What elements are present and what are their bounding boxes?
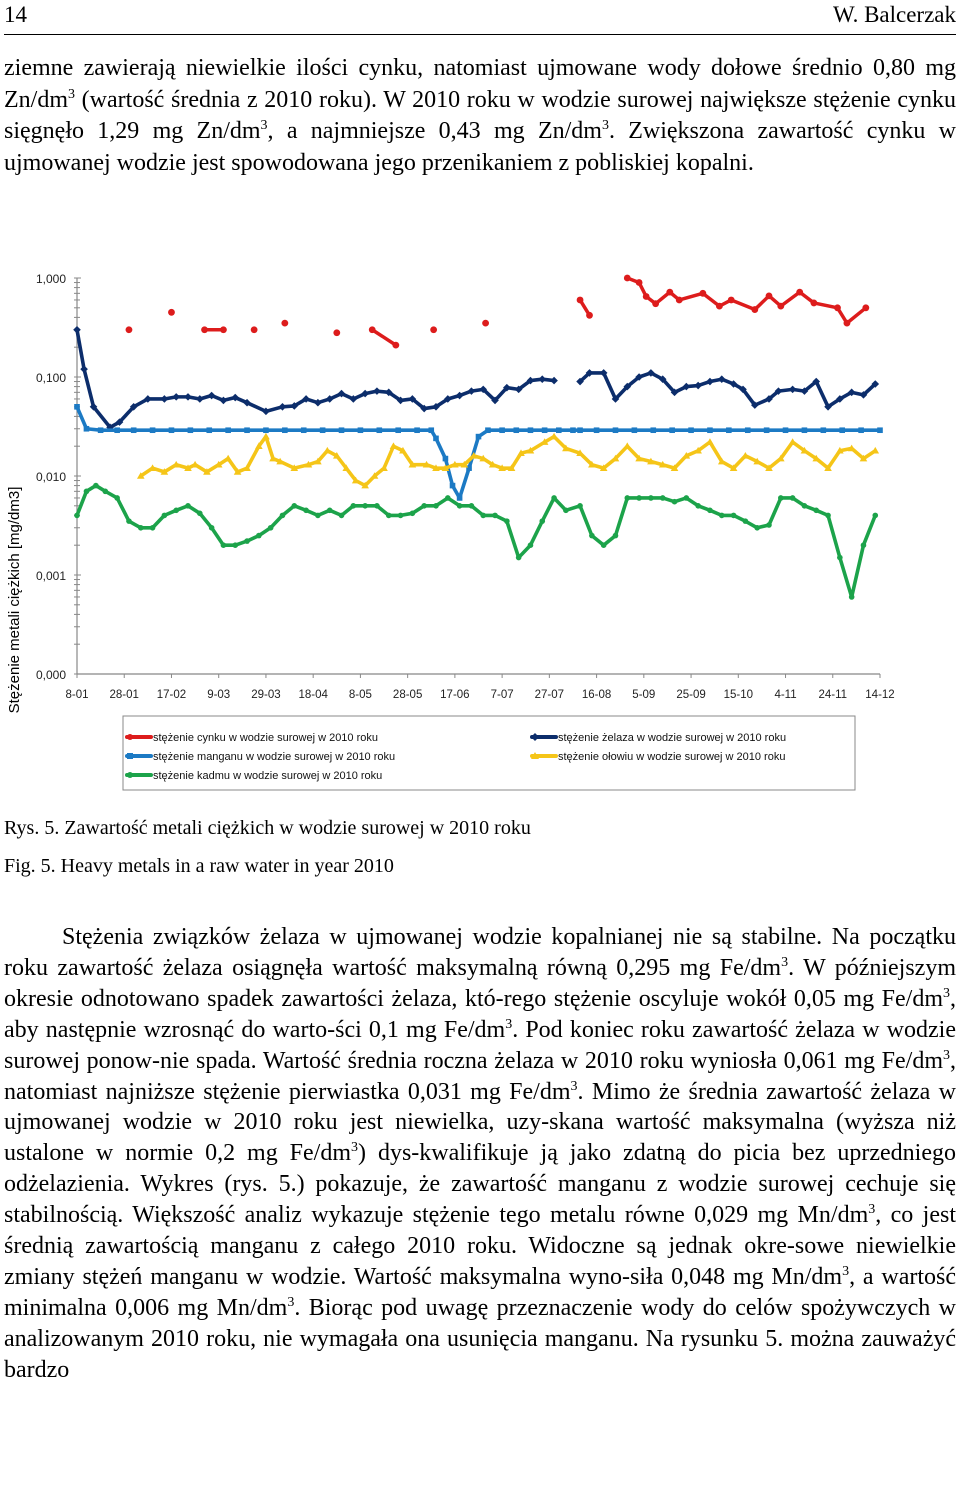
superscript: 3 (570, 1078, 578, 1094)
series-4 (74, 483, 878, 600)
data-point (764, 427, 770, 433)
x-tick-label: 28-05 (392, 689, 423, 701)
data-point (185, 503, 191, 509)
data-point (232, 542, 238, 548)
data-point (492, 513, 498, 519)
data-point (650, 427, 656, 433)
data-point (339, 513, 345, 519)
data-point (320, 427, 326, 433)
data-point (862, 304, 869, 311)
data-point (623, 442, 631, 449)
superscript: 3 (868, 1202, 876, 1218)
data-point (542, 427, 548, 433)
x-tick-label: 16-08 (581, 689, 612, 701)
page-header (4, 2, 956, 34)
series-line-segment (731, 300, 755, 310)
superscript: 3 (943, 985, 950, 1001)
y-tick-label: 1,000 (35, 272, 66, 286)
text-run: . Pod koniec roku zawartość żelaza w wodzie surowej ponow-nie spada. Wartość średnia roczna żelaza w 2010 roku wyniosła 0,061 mg Fe/dm (4, 1016, 956, 1074)
text-run: , co jest średnią zawartością manganu z całego 2010 roku. Widoczne są jednak okre-sowe niewielkie zmiany stężeń manganu w wodzie. Wartość maksymalna wyno-siła 0,048 mg Mn/dm (4, 1202, 957, 1290)
data-point (528, 542, 534, 548)
x-tick-label: 4-11 (774, 689, 797, 701)
superscript: 3 (505, 1016, 513, 1032)
superscript: 3 (781, 954, 789, 970)
y-tick-label: 0,001 (35, 569, 66, 583)
data-point (150, 427, 156, 433)
data-point (699, 290, 706, 297)
data-point (374, 503, 380, 509)
text-run: . Mimo że średnia zawartość żelaza w ujmowanej wodzie w 2010 roku jest niewielka, uzy-skana wartość maksymalna (wyższa niż ustalone w normie 0,2 mg Fe/dm (4, 1078, 956, 1167)
superscript: 3 (287, 1294, 295, 1310)
data-point (839, 427, 845, 433)
x-tick-label: 27-07 (534, 689, 565, 701)
legend-entry (127, 770, 382, 782)
header-rule (4, 34, 956, 35)
data-point (688, 427, 694, 433)
x-tick-label: 8-01 (65, 689, 89, 701)
x-tick-label: 25-09 (676, 689, 706, 701)
text-run: , a najmniejsze 0,43 mg Zn/dm (267, 118, 602, 144)
data-point (457, 495, 463, 501)
legend-entry (127, 732, 378, 744)
data-point (263, 427, 269, 433)
data-point (114, 495, 120, 501)
data-point (504, 518, 510, 524)
superscript: 3 (601, 118, 609, 133)
data-point (127, 772, 133, 778)
legend-entry (531, 751, 785, 763)
data-point (138, 525, 144, 531)
data-point (802, 503, 808, 509)
data-point (751, 306, 758, 313)
data-point (280, 513, 286, 519)
data-point (303, 508, 309, 514)
data-point (648, 495, 654, 501)
data-point (837, 555, 843, 561)
data-point (636, 495, 642, 501)
data-point (719, 513, 725, 519)
text-run: . W późniejszym okresie odnotowano spadek zawartości żelaza, któ-rego stężenie oscyluje wokół 0,05 mg Fe/dm (4, 954, 956, 1012)
page-number: 14 (4, 2, 27, 27)
x-tick-label: 17-06 (440, 689, 470, 701)
data-point (351, 503, 357, 509)
data-point (98, 427, 104, 433)
chart-axes (74, 278, 880, 678)
data-point (777, 303, 784, 310)
data-point (469, 503, 475, 509)
data-point (666, 289, 673, 296)
data-point (168, 309, 175, 316)
data-point (499, 427, 505, 433)
data-point (624, 495, 630, 501)
data-point (315, 513, 321, 519)
data-point (516, 555, 522, 561)
series-line-segment (679, 293, 703, 300)
y-tick-label: 0,000 (35, 668, 66, 682)
data-point (450, 483, 456, 489)
data-point (550, 377, 558, 385)
data-point (476, 434, 482, 440)
data-point (443, 456, 449, 462)
data-point (789, 438, 797, 445)
data-point (103, 489, 109, 495)
data-point (392, 342, 399, 349)
data-point (256, 533, 262, 539)
text-run: , natomiast najniższe stężenie pierwiastka 0,031 mg Fe/dm (4, 1047, 956, 1105)
text-run: ziemne zawierają niewielkie ilości cynku, natomiast ujmowane wody dołowe średnio 0,80 mg Zn/dm (4, 55, 956, 113)
legend-label: stężenie manganu w wodzie surowej w 2010 roku (153, 751, 396, 763)
data-point (707, 508, 713, 514)
data-point (220, 326, 227, 333)
series-line (580, 373, 875, 407)
data-point (161, 395, 169, 403)
data-point (586, 312, 593, 319)
x-tick-label: 9-03 (207, 689, 231, 701)
superscript: 3 (842, 1263, 850, 1279)
data-point (570, 427, 576, 433)
chart-legend (123, 716, 855, 790)
data-point (872, 513, 878, 519)
data-point (445, 495, 451, 501)
x-tick-label: 5-09 (632, 689, 656, 701)
data-point (589, 533, 595, 539)
legend-label: stężenie żelaza w wodzie surowej w 2010 roku (558, 732, 787, 744)
figure-caption-english: Fig. 5. Heavy metals in a raw water in year 2010 (4, 855, 394, 877)
data-point (221, 542, 227, 548)
data-point (577, 297, 584, 304)
data-point (669, 427, 675, 433)
series-line-segment (781, 292, 800, 306)
y-tick-label: 0,100 (35, 371, 66, 385)
data-point (706, 438, 714, 445)
data-point (834, 304, 841, 311)
series-line (77, 407, 880, 498)
legend-entry (127, 751, 395, 763)
series-line (141, 437, 876, 486)
data-point (802, 427, 808, 433)
data-point (485, 427, 491, 433)
y-tick-labels (36, 272, 66, 682)
data-point (482, 320, 489, 327)
series-line (77, 330, 554, 428)
superscript: 3 (68, 86, 75, 102)
data-point (131, 427, 137, 433)
data-point (421, 503, 427, 509)
data-point (601, 542, 607, 548)
data-point (333, 329, 340, 336)
data-point (796, 289, 803, 296)
text-run: . Biorąc pod uwagę przeznaczenie wody do celów spożywczych w analizowanym 2010 roku, nie wymagała ona usunięcia manganu. Na rysunku 5. można zauważyć bardzo (4, 1294, 956, 1383)
data-point (672, 499, 678, 505)
data-point (162, 513, 168, 519)
data-point (282, 427, 288, 433)
data-point (716, 303, 723, 310)
data-point (430, 326, 437, 333)
data-point (551, 495, 557, 501)
data-point (457, 503, 463, 509)
data-point (414, 427, 420, 433)
data-point (428, 427, 434, 433)
data-point (196, 395, 204, 403)
data-point (395, 427, 401, 433)
data-point (398, 513, 404, 519)
data-point (410, 510, 416, 516)
data-point (377, 427, 383, 433)
data-point (74, 404, 80, 410)
data-point (73, 326, 81, 334)
data-point (251, 326, 258, 333)
data-point (339, 427, 345, 433)
x-tick-label: 18-04 (298, 689, 328, 701)
data-point (676, 297, 683, 304)
data-point (225, 427, 231, 433)
data-point (556, 427, 562, 433)
x-tick-label: 15-10 (723, 689, 754, 701)
data-point (728, 297, 735, 304)
data-point (695, 503, 701, 509)
data-point (127, 734, 133, 740)
text-run: (wartość średnia z 2010 roku). W 2010 roku w wodzie surowej największe stężenie cynku sięgnęło 1,29 mg Zn/dm (4, 86, 956, 144)
x-tick-labels (65, 689, 894, 701)
data-point (74, 513, 80, 519)
superscript: 3 (351, 1140, 359, 1156)
data-point (224, 455, 232, 462)
data-point (126, 518, 132, 524)
text-run: , aby następnie wzrosnąć do warto-ści 0,1 mg Fe/dm (4, 985, 956, 1043)
data-point (754, 525, 760, 531)
series-line (77, 486, 875, 597)
running-head-author: W. Balcerzak (832, 2, 956, 27)
series-0 (126, 275, 870, 349)
data-point (636, 279, 643, 286)
data-point (206, 427, 212, 433)
data-point (563, 508, 569, 514)
data-point (707, 427, 713, 433)
data-point (358, 427, 364, 433)
body-paragraph (4, 922, 956, 1386)
legend-label: stężenie kadmu w wodzie surowej w 2010 roku (153, 770, 383, 782)
data-point (861, 542, 867, 548)
data-point (684, 495, 690, 501)
data-point (577, 427, 583, 433)
y-axis-label: Stężenie metali ciężkich [mg/dm3] (6, 486, 23, 714)
x-tick-label: 7-07 (490, 689, 514, 701)
data-point (821, 427, 827, 433)
data-point (745, 427, 751, 433)
data-point (127, 753, 133, 759)
x-tick-label: 28-01 (109, 689, 139, 701)
data-point (244, 538, 250, 544)
figure-caption-polish: Rys. 5. Zawartość metali ciężkich w wodzie surowej w 2010 roku (4, 817, 531, 839)
data-point (844, 320, 851, 327)
superscript: 3 (943, 1047, 950, 1063)
data-point (386, 513, 392, 519)
text-run: , a wartość minimalna 0,006 mg Mn/dm (4, 1263, 956, 1321)
data-point (244, 427, 250, 433)
x-tick-label: 14-12 (865, 689, 895, 701)
data-point (279, 403, 287, 411)
data-point (433, 436, 439, 442)
data-point (197, 510, 203, 516)
data-point (126, 326, 133, 333)
data-point (660, 495, 666, 501)
data-point (268, 525, 274, 531)
data-point (789, 386, 797, 394)
data-point (871, 447, 879, 454)
data-point (184, 393, 192, 401)
series-2 (74, 404, 883, 501)
text-run: ) dys-kwalifikuje ją jako zdatną do picia bez uprzedniego odżelazienia. Wykres (rys. 5.) pokazuje, że zawartość manganu z wodzie surowej cechuje się stabilnością. Większość analiz wykazuje stężenie tego metalu równe 0,029 mg Mn/dm (4, 1140, 957, 1229)
data-point (80, 365, 88, 373)
text-run: Stężenia związków żelaza w ujmowanej wodzie kopalnianej nie są stabilne. Na początku roku zawartość żelaza osiągnęła wartość maksymalną równą 0,295 mg Fe/dm (4, 924, 956, 981)
data-point (362, 503, 368, 509)
x-tick-label: 17-02 (156, 689, 187, 701)
data-point (373, 387, 381, 395)
data-point (433, 503, 439, 509)
data-point (743, 518, 749, 524)
data-point (643, 293, 650, 300)
data-point (766, 522, 772, 528)
data-point (632, 427, 638, 433)
data-point (327, 508, 333, 514)
data-point (114, 427, 120, 433)
data-point (513, 427, 519, 433)
data-point (613, 533, 619, 539)
data-point (624, 275, 631, 282)
data-point (301, 427, 307, 433)
data-point (84, 426, 90, 432)
series-1 (73, 326, 879, 431)
legend-entry (531, 732, 786, 744)
data-point (539, 518, 545, 524)
y-tick-label: 0,010 (35, 470, 66, 484)
text-run: . Zwiększona zawartość cynku w ujmowanej wodzie jest spowodowana jego przenikaniem z pobliskiej kopalni. (4, 118, 956, 176)
intro-paragraph (4, 53, 956, 179)
data-point (825, 513, 831, 519)
x-tick-label: 8-05 (348, 689, 372, 701)
data-point (726, 427, 732, 433)
data-point (790, 495, 796, 501)
data-point (849, 594, 855, 600)
data-point (778, 495, 784, 501)
data-point (594, 427, 600, 433)
data-point (201, 326, 208, 333)
legend-label: stężenie ołowiu w wodzie surowej w 2010 roku (558, 751, 786, 763)
data-point (528, 427, 534, 433)
superscript: 3 (260, 118, 268, 133)
series-3 (137, 433, 879, 489)
data-point (810, 300, 817, 307)
data-point (188, 427, 194, 433)
data-point (813, 508, 819, 514)
data-point (173, 508, 179, 514)
data-point (577, 503, 583, 509)
data-point (150, 525, 156, 531)
data-point (538, 375, 546, 383)
data-point (209, 525, 215, 531)
series-line-segment (372, 330, 396, 345)
data-point (262, 433, 270, 440)
data-point (652, 300, 659, 307)
data-point (783, 427, 789, 433)
data-point (291, 503, 297, 509)
data-point (369, 326, 376, 333)
data-point (613, 427, 619, 433)
legend-label: stężenie cynku w wodzie surowej w 2010 roku (153, 732, 379, 744)
data-point (731, 513, 737, 519)
heavy-metals-chart (0, 240, 960, 800)
series-line-segment (814, 303, 838, 308)
data-point (93, 483, 99, 489)
series-layer (73, 275, 883, 600)
data-point (766, 292, 773, 299)
x-tick-label: 24-11 (818, 689, 848, 701)
data-point (172, 393, 180, 401)
data-point (169, 427, 175, 433)
x-tick-label: 29-03 (251, 689, 281, 701)
data-point (877, 427, 883, 433)
data-point (84, 489, 90, 495)
data-point (858, 427, 864, 433)
data-point (480, 513, 486, 519)
data-point (281, 320, 288, 327)
series-line-segment (847, 308, 866, 323)
